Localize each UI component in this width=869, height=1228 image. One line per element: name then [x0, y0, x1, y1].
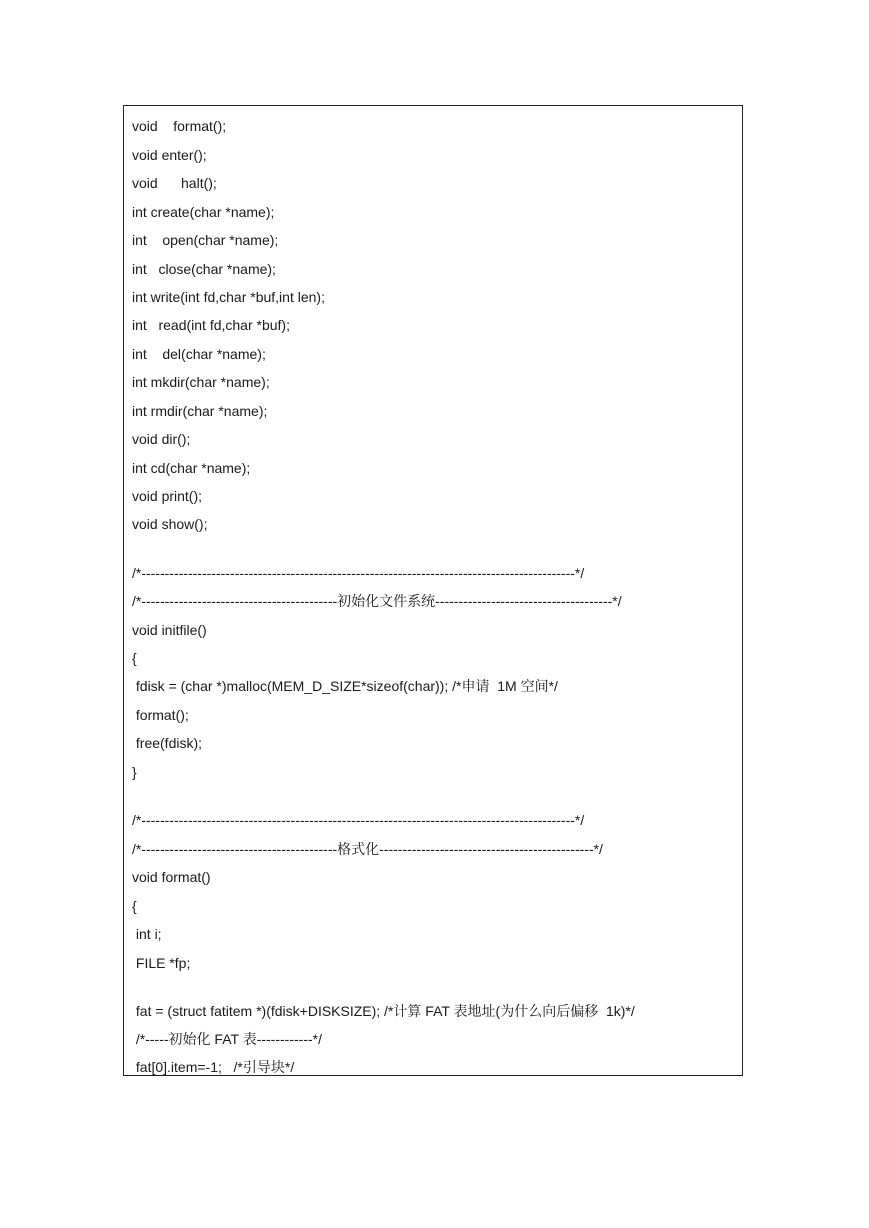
- code-line: int mkdir(char *name);: [132, 374, 270, 390]
- comment-separator: /*---------------------------------------------------------------------------------------------*/: [132, 812, 585, 828]
- code-line: {: [132, 898, 137, 914]
- code-line: int i;: [132, 926, 162, 942]
- code-listing-box: [123, 105, 743, 1076]
- code-line: int open(char *name);: [132, 232, 279, 248]
- code-line: int close(char *name);: [132, 261, 276, 277]
- code-line: void dir();: [132, 431, 191, 447]
- code-line: int cd(char *name);: [132, 460, 251, 476]
- comment-section-heading: /*------------------------------------------格式化----------------------------------------------*/: [132, 841, 603, 857]
- code-line: void format();: [132, 118, 227, 134]
- code-line: void format(): [132, 869, 211, 885]
- comment-separator: /*---------------------------------------------------------------------------------------------*/: [132, 565, 585, 581]
- code-line: fdisk = (char *)malloc(MEM_D_SIZE*sizeof(char)); /*申请 1M 空间*/: [132, 678, 558, 694]
- code-line: int create(char *name);: [132, 204, 275, 220]
- code-line: fat = (struct fatitem *)(fdisk+DISKSIZE); /*计算 FAT 表地址(为什么向后偏移 1k)*/: [132, 1003, 635, 1019]
- code-line: fat[0].item=-1; /*引导块*/: [132, 1059, 295, 1075]
- code-line: void enter();: [132, 147, 207, 163]
- code-line: }: [132, 764, 137, 780]
- code-line: int del(char *name);: [132, 346, 266, 362]
- code-line: FILE *fp;: [132, 955, 191, 971]
- code-line: format();: [132, 707, 189, 723]
- code-line: void show();: [132, 516, 208, 532]
- code-line: int write(int fd,char *buf,int len);: [132, 289, 325, 305]
- code-line: free(fdisk);: [132, 735, 203, 751]
- code-line: /*-----初始化 FAT 表------------*/: [132, 1031, 322, 1047]
- code-line: void halt();: [132, 175, 217, 191]
- code-line: int rmdir(char *name);: [132, 403, 268, 419]
- code-line: void initfile(): [132, 622, 207, 638]
- code-line: {: [132, 650, 137, 666]
- comment-section-heading: /*------------------------------------------初始化文件系统--------------------------------------*/: [132, 593, 622, 609]
- code-line: int read(int fd,char *buf);: [132, 317, 290, 333]
- code-line: void print();: [132, 488, 203, 504]
